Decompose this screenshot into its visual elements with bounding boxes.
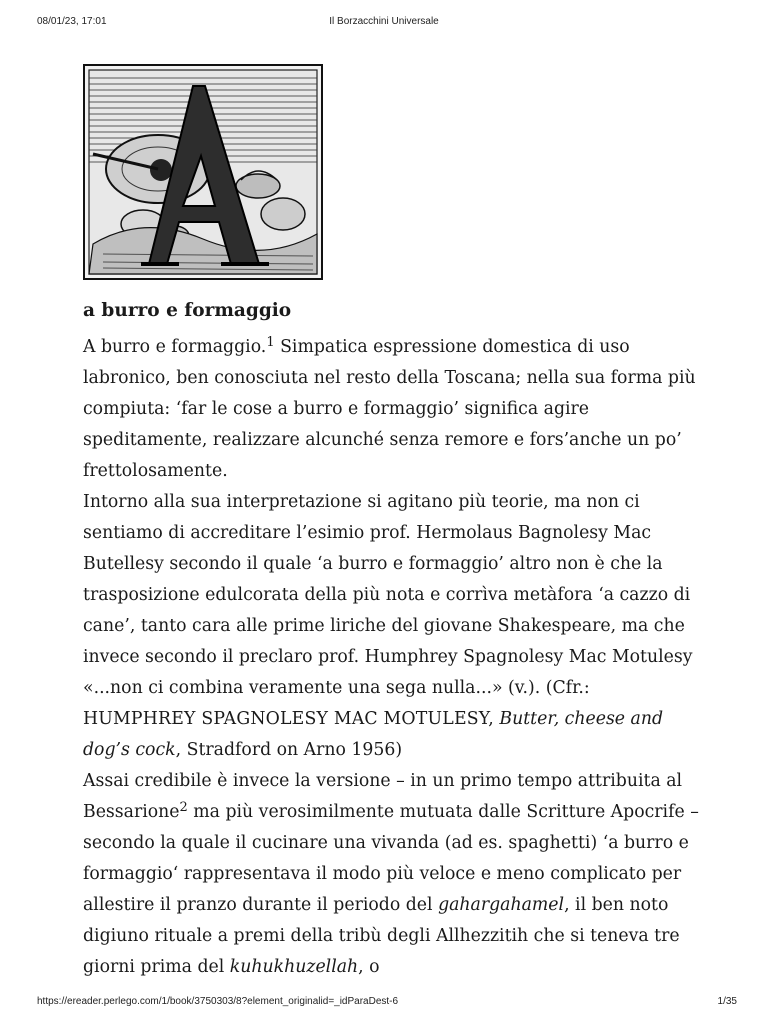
footnote-ref-1[interactable]: 1 xyxy=(266,335,275,350)
citation-author: HUMPHREY SPAGNOLESY MAC MOTULESY, xyxy=(83,709,494,729)
print-page-number: 1/35 xyxy=(717,996,737,1007)
paragraph-1-text: Simpatica espressione domestica di uso labronico, ben conosciuta nel resto della Toscana; nella sua forma più compiuta: ‘far le cose a burro e formaggio’ significa agire speditamente, realizzare alcunché senza remore e fors’anche un po’ frettolosamente. xyxy=(83,337,696,481)
paragraph-1 xyxy=(83,332,703,487)
print-url: https://ereader.perlego.com/1/book/3750303/8?element_originalid=_idParaDest-6 xyxy=(37,996,399,1007)
print-header xyxy=(0,16,768,30)
entry-heading: a burro e formaggio xyxy=(83,300,292,321)
paragraph-3-text-4: , o xyxy=(358,957,380,977)
paragraph-3-text-1: Assai credibile è invece la versione – in un primo tempo attribuita al Bessarione xyxy=(83,771,683,822)
paragraph-2 xyxy=(83,487,703,766)
footnote-ref-2[interactable]: 2 xyxy=(179,800,188,815)
paragraph-3-text-3: , il ben noto digiuno rituale a premi della tribù degli Allhezzitih che si teneva tre giorni prima del xyxy=(83,895,680,977)
print-footer xyxy=(0,996,768,1010)
paragraph-3-text-2: ma più verosimilmente mutuata dalle Scritture Apocrife – secondo la quale il cucinare una vivanda (ad es. spaghetti) ‘a burro e formaggio‘ rappresentava il modo più veloce e meno complicato per allestire il pranzo durante il periodo del xyxy=(83,802,699,915)
print-timestamp: 08/01/23, 17:01 xyxy=(37,16,107,27)
paragraph-3 xyxy=(83,766,703,983)
citation-after: , Stradford on Arno 1956) xyxy=(175,740,403,760)
print-title: Il Borzacchini Universale xyxy=(329,16,439,27)
citation-title: Butter, cheese and dog’s cock xyxy=(83,709,664,760)
term-gahargahamel: gahargahamel xyxy=(438,895,565,915)
entry-content xyxy=(83,296,703,983)
entry-lead: A burro e formaggio. xyxy=(83,337,267,357)
term-kuhukhuzellah: kuhukhuzellah xyxy=(229,957,359,977)
decorated-initial-a-icon xyxy=(83,64,323,280)
paragraph-2-text: Intorno alla sua interpretazione si agitano più teorie, ma non ci sentiamo di accreditare l’esimio prof. Hermolaus Bagnolesy Mac Butellesy secondo il quale ‘a burro e formaggio’ altro non è che la trasposizione edulcorata della più nota e corrìva metàfora ‘a cazzo di cane’, tanto cara alle prime liriche del giovane Shakespeare, ma che invece secondo il preclaro prof. Humphrey Spagnolesy Mac Motulesy «...non ci combina veramente una sega nulla...» (v.). (Cfr.: xyxy=(83,492,693,698)
